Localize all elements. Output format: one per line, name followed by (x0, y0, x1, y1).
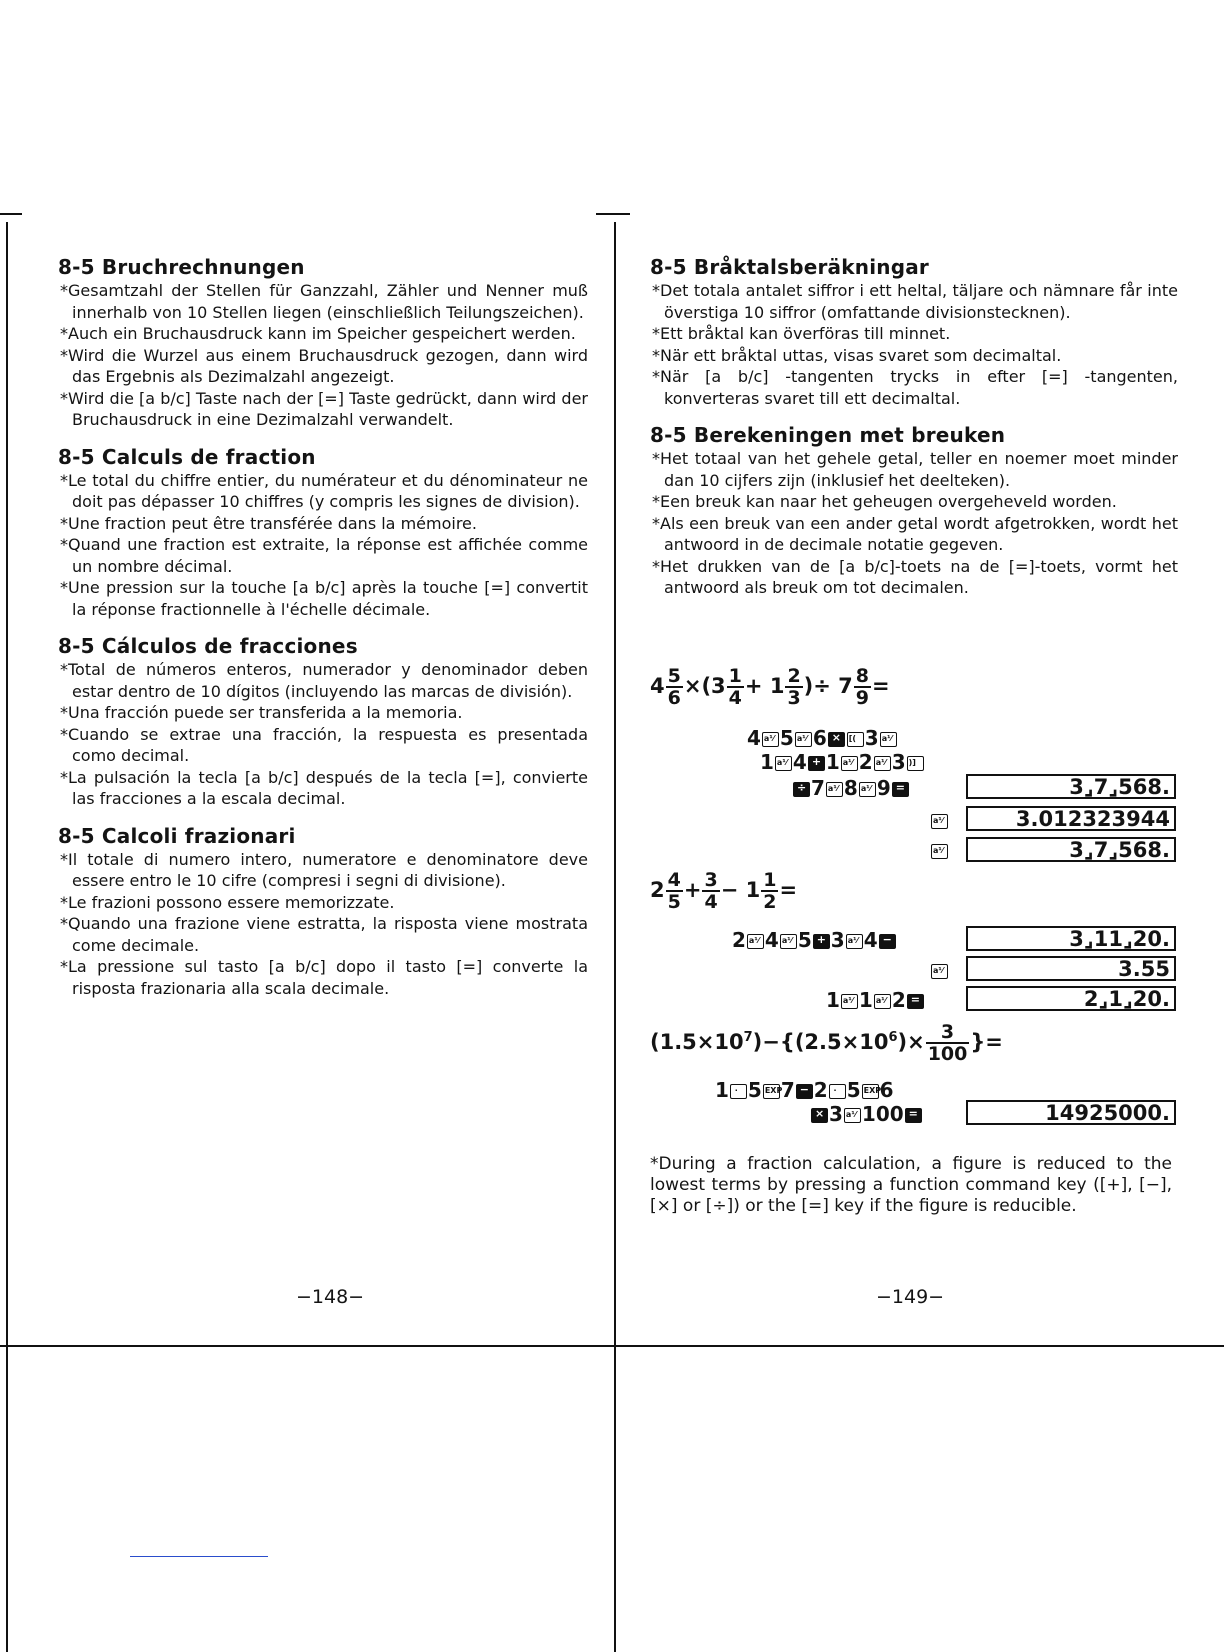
display-2c: 2⌟1⌟20. (966, 986, 1176, 1011)
bullet: *Gesamtzahl der Stellen für Ganzzahl, Zähler und Nenner muß innerhalb von 10 Stellen liegen (einschließlich Teilungszeichen). (60, 281, 588, 322)
section-dutch (650, 423, 1178, 599)
multiply-key-icon: × (828, 732, 845, 747)
fraction: $\frac{8}{9}$ (855, 665, 870, 709)
whole: 4 (650, 674, 665, 698)
key-sequence-1d (930, 808, 949, 832)
whole: 2 (650, 878, 665, 902)
fraction: $\frac{3}{4}$ (704, 869, 718, 913)
decimal-point-key-icon: · (730, 1084, 747, 1099)
bottom-line (0, 1345, 1224, 1347)
fraction-key-icon: a⅟ (826, 782, 843, 797)
section-title: 8-5 Bråktalsberäkningar (650, 255, 929, 279)
fraction: $\frac{2}{3}$ (787, 665, 801, 709)
fraction-key-icon: a⅟ (846, 934, 863, 949)
bullet: *Auch ein Bruchausdruck kann im Speicher gespeichert werden. (60, 324, 576, 343)
display-1a: 3⌟7⌟568. (966, 774, 1176, 799)
operator: )÷ 7 (803, 674, 853, 698)
bullet: *Ett bråktal kan överföras till minnet. (652, 324, 951, 343)
fraction-key-icon: a⅟ (841, 994, 858, 1009)
fraction-key-icon: a⅟ (780, 934, 797, 949)
section-swedish (650, 255, 1178, 409)
display-2b: 3.55 (966, 956, 1176, 981)
example-3-expression: $(1.5\times 10^7)-\{(2.5\times 10^6)\times$ $\frac{3}{100}$ }= (650, 1021, 1003, 1065)
page-number-right: −149− (876, 1286, 945, 1308)
left-margin-rule (6, 222, 8, 1652)
equals: = (872, 674, 890, 698)
page-number-left: −148− (296, 1286, 365, 1308)
display-1b: 3.012323944 (966, 806, 1176, 831)
bullet: *Le frazioni possono essere memorizzate. (60, 892, 395, 912)
divide-key-icon: ÷ (793, 782, 810, 797)
bullet: *La pulsación la tecla [a b/c] después de la tecla [=], convierte las fracciones a la escala decimal. (60, 767, 588, 808)
section-title: 8-5 Bruchrechnungen (58, 255, 305, 279)
fraction: $\frac{5}{6}$ (667, 665, 681, 709)
display-3: 14925000. (966, 1100, 1176, 1125)
fraction-key-icon: a⅟ (795, 732, 812, 747)
section-spanish (58, 634, 588, 810)
bullet: *Une fraction peut être transférée dans la mémoire. (60, 513, 477, 533)
top-tick-center (596, 213, 630, 215)
operator: ×(3 (683, 674, 726, 698)
fraction-key-icon: a⅟ (880, 732, 897, 747)
fraction-key-icon: a⅟ (859, 782, 876, 797)
fraction: $\frac{1}{2}$ (763, 869, 777, 913)
section-title: 8-5 Cálculos de fracciones (58, 634, 358, 658)
bullet: *Il totale di numero intero, numeratore e denominatore deve essere entro le 10 cifre (compresi i segni di divisione). (60, 849, 588, 890)
close-paren-key-icon: )] (907, 756, 924, 771)
operator: + (683, 878, 702, 902)
decimal-point-key-icon: · (829, 1084, 846, 1099)
fraction-key-icon: a⅟ (775, 756, 792, 771)
section-french (58, 445, 588, 621)
section-italian (58, 824, 588, 1000)
equals: = (779, 878, 798, 902)
footer-blue-line (130, 1556, 268, 1557)
key-sequence-1e (930, 838, 949, 862)
fraction: $\frac{3}{100}$ (927, 1021, 968, 1065)
fraction-key-icon: a⅟ (931, 844, 948, 859)
bullet: *La pressione sul tasto [a b/c] dopo il tasto [=] converte la risposta frazionaria alla scala decimale. (60, 957, 588, 998)
fraction-key-icon: a⅟ (931, 814, 948, 829)
key-sequence-2a: 2 a⅟ 4 a⅟ 5 + 3 a⅟ 4 − (732, 928, 897, 952)
bullet: *Het drukken van de [a b/c]-toets na de [=]-toets, vormt het antwoord als breuk om tot decimalen. (652, 556, 1178, 597)
minus-key-icon: − (879, 934, 896, 949)
bullet: *Een breuk kan naar het geheugen overgeheveld worden. (652, 492, 1117, 511)
fraction-key-icon: a⅟ (841, 756, 858, 771)
center-fold-rule (614, 222, 616, 1652)
bullet: *Una fracción puede ser transferida a la memoria. (60, 703, 463, 722)
example-2-expression (650, 870, 797, 912)
bullet: *Det totala antalet siffror i ett heltal, täljare och nämnare får inte överstiga 10 siffror (omfattande divisionstecknen). (652, 281, 1178, 322)
bullet: *Cuando se extrae una fracción, la respuesta es presentada como decimal. (60, 724, 588, 765)
display-1c: 3⌟7⌟568. (966, 837, 1176, 862)
bullet: *Total de números enteros, numerador y denominador deben estar dentro de 10 dígitos (incluyendo las marcas de división). (60, 660, 588, 701)
fraction-key-icon: a⅟ (762, 732, 779, 747)
fraction-key-icon: a⅟ (874, 756, 891, 771)
bullet: *Wird die [a b/c] Taste nach der [=] Taste gedrückt, dann wird der Bruchausdruck in eine Dezimalzahl verwandelt. (60, 388, 588, 429)
key-sequence-1a: 4 a⅟ 5 a⅟ 6 × [( 3 a⅟ (747, 726, 898, 750)
key-sequence-3b: × 3 a⅟ 100 = (810, 1102, 923, 1126)
example-1-expression (650, 666, 890, 708)
bullet: *Quando una frazione viene estratta, la risposta viene mostrata come decimale. (60, 914, 588, 955)
section-title: 8-5 Calcoli frazionari (58, 823, 296, 848)
fraction-key-icon: a⅟ (874, 994, 891, 1009)
fraction-key-icon: a⅟ (844, 1108, 861, 1123)
multiply-key-icon: × (811, 1108, 828, 1123)
bullet: *Quand une fraction est extraite, la réponse est affichée comme un nombre décimal. (60, 535, 588, 576)
left-page (58, 255, 588, 1013)
plus-key-icon: + (808, 756, 825, 771)
open-paren-key-icon: [( (847, 732, 864, 747)
section-title: 8-5 Calculs de fraction (58, 444, 316, 469)
operator: + 1 (744, 674, 785, 698)
fraction: $\frac{1}{4}$ (728, 665, 742, 709)
reduction-note: *During a fraction calculation, a figure is reduced to the lowest terms by pressing a function command key ([+], [−], [×] or [÷]) or the [=] key if the figure is reducible. (650, 1154, 1172, 1216)
section-title: 8-5 Berekeningen met breuken (650, 423, 1006, 447)
key-sequence-1b: 1 a⅟ 4 + 1 a⅟ 2 a⅟ 3 )] (760, 750, 925, 774)
right-page (650, 255, 1178, 613)
bullet: *Als een breuk van een ander getal wordt afgetrokken, wordt het antwoord in de decimale notatie gegeven. (652, 513, 1178, 554)
plus-key-icon: + (813, 934, 830, 949)
bullet: *Le total du chiffre entier, du numérateur et du dénominateur ne doit pas dépasser 10 chiffres (y compris les signes de division). (60, 470, 588, 511)
exp-key-icon: EXP (862, 1084, 879, 1099)
equals-key-icon: = (907, 994, 924, 1009)
key-sequence-2b (930, 958, 949, 982)
bullet: *Wird die Wurzel aus einem Bruchausdruck gezogen, dann wird das Ergebnis als Dezimalzahl angezeigt. (60, 345, 588, 386)
bullet: *Het totaal van het gehele getal, teller en noemer moet minder dan 10 cijfers zijn (inklusief het deelteken). (652, 449, 1178, 490)
fraction: $\frac{4}{5}$ (667, 869, 681, 913)
display-2a: 3⌟11⌟20. (966, 926, 1176, 951)
operator: − 1 (720, 878, 761, 902)
minus-key-icon: − (796, 1084, 813, 1099)
key-sequence-1c: ÷ 7 a⅟ 8 a⅟ 9 = (792, 776, 910, 800)
exp-key-icon: EXP (763, 1084, 780, 1099)
bullet: *Une pression sur la touche [a b/c] après la touche [=] convertit la réponse fractionnelle à l'échelle décimale. (60, 578, 588, 619)
equals-key-icon: = (905, 1108, 922, 1123)
fraction-key-icon: a⅟ (747, 934, 764, 949)
section-german (58, 255, 588, 431)
fraction-key-icon: a⅟ (931, 964, 948, 979)
bullet: *När ett bråktal uttas, visas svaret som decimaltal. (652, 345, 1062, 365)
equals-key-icon: = (892, 782, 909, 797)
top-tick-left (0, 213, 22, 215)
key-sequence-3a: 1 · 5 EXP 7 − 2 · 5 EXP 6 (715, 1078, 894, 1102)
bullet: *När [a b/c] -tangenten trycks in efter [=] -tangenten, konverteras svaret till ett decimaltal. (652, 367, 1178, 408)
key-sequence-2c: 1 a⅟ 1 a⅟ 2 = (826, 988, 925, 1012)
